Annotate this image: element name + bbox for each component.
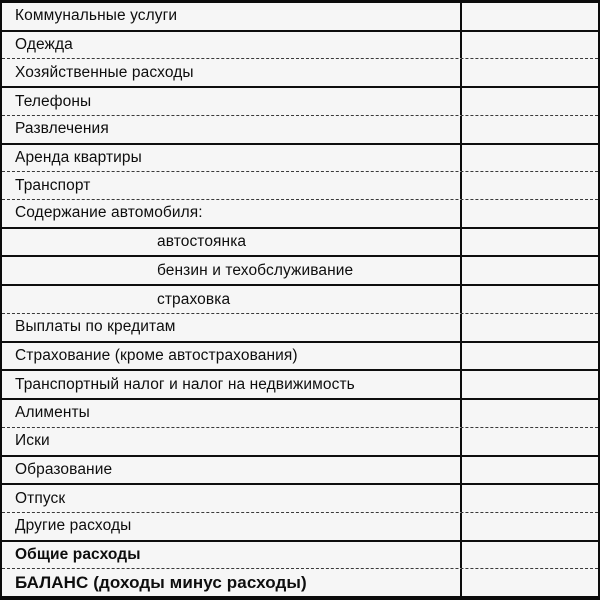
row-label: БАЛАНС (доходы минус расходы)	[2, 569, 462, 596]
row-label: Образование	[2, 457, 462, 484]
value-cell	[462, 457, 598, 484]
table-row	[2, 457, 598, 486]
row-label: Содержание автомобиля:	[2, 200, 462, 227]
table-row	[2, 513, 598, 542]
table-row	[2, 485, 598, 513]
value-cell	[462, 400, 598, 427]
value-cell	[462, 286, 598, 313]
value-cell	[462, 428, 598, 455]
table-row	[2, 200, 598, 229]
row-label: Общие расходы	[2, 542, 462, 569]
row-label: автостоянка	[2, 229, 462, 256]
row-label: Другие расходы	[2, 513, 462, 540]
table-row-subitem	[2, 229, 598, 258]
value-cell	[462, 513, 598, 540]
table-row	[2, 116, 598, 145]
row-label: Иски	[2, 428, 462, 455]
value-cell	[462, 257, 598, 284]
row-label: Коммунальные услуги	[2, 3, 462, 30]
value-cell	[462, 116, 598, 143]
value-cell	[462, 371, 598, 398]
row-label: Одежда	[2, 32, 462, 59]
table-row-subitem	[2, 286, 598, 314]
row-label: Страхование (кроме автострахования)	[2, 343, 462, 370]
row-label: страховка	[2, 286, 462, 313]
table-row	[2, 32, 598, 60]
value-cell	[462, 59, 598, 86]
table-row	[2, 59, 598, 88]
row-label: Телефоны	[2, 88, 462, 115]
table-row	[2, 145, 598, 173]
value-cell	[462, 485, 598, 512]
value-cell	[462, 145, 598, 172]
table-row-balance	[2, 569, 598, 596]
row-label: Развлечения	[2, 116, 462, 143]
table-row	[2, 3, 598, 32]
table-row	[2, 400, 598, 428]
value-cell	[462, 229, 598, 256]
row-label: Транспортный налог и налог на недвижимость	[2, 371, 462, 398]
value-cell	[462, 314, 598, 341]
row-label: Алименты	[2, 400, 462, 427]
value-cell	[462, 200, 598, 227]
table-row	[2, 371, 598, 400]
row-label: бензин и техобслуживание	[2, 257, 462, 284]
value-cell	[462, 32, 598, 59]
value-cell	[462, 88, 598, 115]
table-row-total	[2, 542, 598, 570]
table-row	[2, 343, 598, 372]
value-cell	[462, 343, 598, 370]
table-row	[2, 88, 598, 116]
row-label: Аренда квартиры	[2, 145, 462, 172]
value-cell	[462, 542, 598, 569]
row-label: Отпуск	[2, 485, 462, 512]
table-row	[2, 428, 598, 457]
table-row	[2, 172, 598, 200]
value-cell	[462, 172, 598, 199]
value-cell	[462, 3, 598, 30]
row-label: Хозяйственные расходы	[2, 59, 462, 86]
value-cell	[462, 569, 598, 596]
row-label: Выплаты по кредитам	[2, 314, 462, 341]
table-row	[2, 314, 598, 343]
table-row-subitem	[2, 257, 598, 286]
row-label: Транспорт	[2, 172, 462, 199]
